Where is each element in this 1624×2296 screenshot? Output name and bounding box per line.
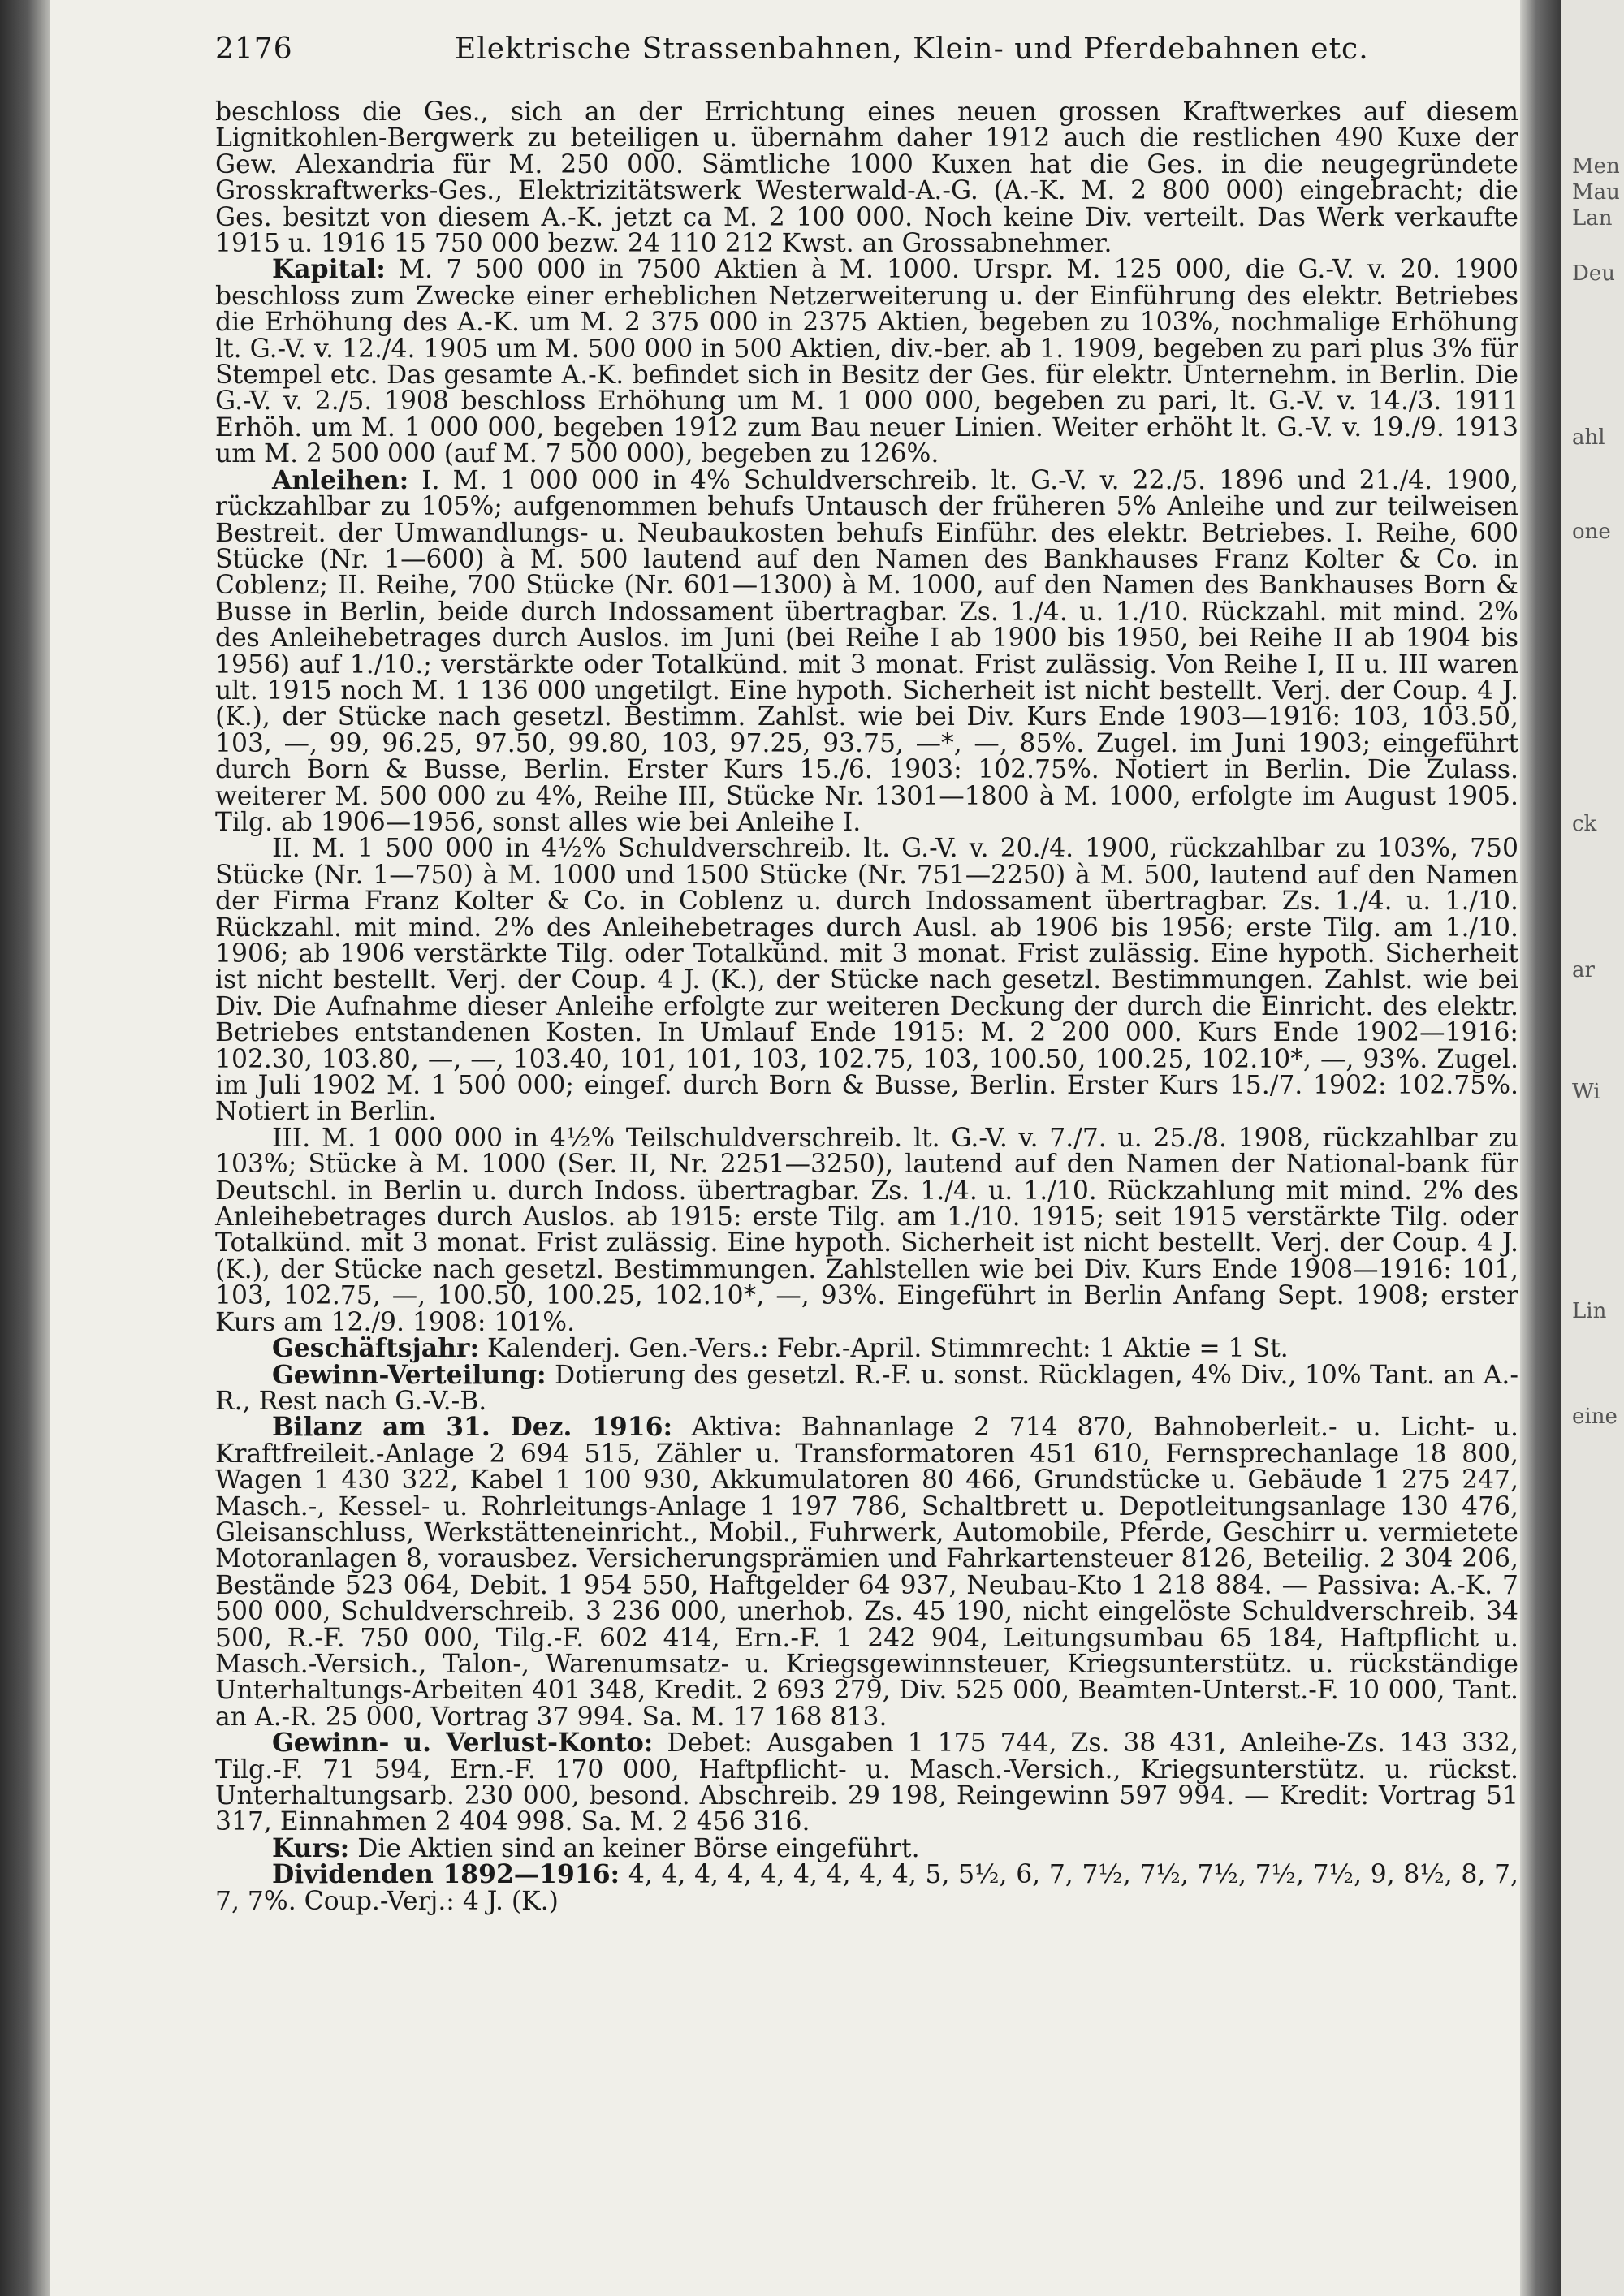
paragraph-gewinn-verteilung xyxy=(215,1362,1518,1415)
book-gutter-left xyxy=(0,0,50,2296)
paragraph-text: Die Aktien sind an keiner Börse eingeführt. xyxy=(357,1833,920,1863)
paragraph-text: M. 7 500 000 in 7500 Aktien à M. 1000. Urspr. M. 125 000, die G.-V. v. 20. 1900 beschloss zum Zwecke einer erheblichen Netzerweiterung u. der Einführung des elektr. Betriebes die Erhöhung des A.-K. um M. 2 375 000 in 2375 Aktien, begeben zu 103%, nochmalige Erhöhung lt. G.-V. v. 12./4. 1905 um M. 500 000 in 500 Aktien, div.-ber. ab 1. 1909, begeben zu pari plus 3% für Stempel etc. Das gesamte A.-K. befindet sich in Besitz der Ges. für elektr. Unternehm. in Berlin. Die G.-V. v. 2./5. 1908 beschloss Erhöhung um M. 1 000 000, begeben zu pari, lt. G.-V. v. 14./3. 1911 Erhöh. um M. 1 000 000, begeben 1912 zum Bau neuer Linien. Weiter erhöht lt. G.-V. v. 19./9. 1913 um M. 2 500 000 (auf M. 7 500 000), begeben zu 126%. xyxy=(215,255,1518,469)
section-heading: Bilanz am 31. Dez. 1916: xyxy=(272,1413,673,1443)
margin-fragment: Wi xyxy=(1572,1080,1600,1104)
paragraph-text: Dotierung des gesetzl. R.-F. u. sonst. Rücklagen, 4% Div., 10% Tant. an A.-R., Rest nach G.-V.-B. xyxy=(215,1360,1518,1416)
margin-fragment: ahl xyxy=(1572,425,1605,450)
paragraph-text: beschloss die Ges., sich an der Errichtung eines neuen grossen Kraftwerkes auf diesem Lignitkohlen-Bergwerk zu beteiligen u. übernahm daher 1912 auch die restlichen 490 Kuxe der Gew. Alexandria für M. 250 000. Sämtliche 1000 Kuxen hat die Ges. in die neugegründete Grosskraftwerks-Ges., Elektrizitätswerk Westerwald-A.-G. (A.-K. M. 2 800 000) eingebracht; die Ges. besitzt von diesem A.-K. jetzt ca M. 2 100 000. Noch keine Div. verteilt. Das Werk verkaufte 1915 u. 1916 15 750 000 bezw. 24 110 212 Kwst. an Grossabnehmer. xyxy=(215,97,1518,259)
paragraph-bilanz xyxy=(215,1414,1518,1730)
book-gutter-right xyxy=(1520,0,1561,2296)
paragraph-text: III. M. 1 000 000 in 4½% Teilschuldverschreib. lt. G.-V. v. 7./7. u. 25./8. 1908, rückzahlbar zu 103%; Stücke à M. 1000 (Ser. II, Nr. 2251—3250), lautend auf den Namen der National-bank für Deutschl. in Berlin u. durch Indoss. übertragbar. Zs. 1./4. u. 1./10. Rückzahlung mit mind. 2% des Anleihebetrages durch Auslos. ab 1915: erste Tilg. am 1./10. 1915; seit 1915 verstärkte Tilg. oder Totalkünd. mit 3 monat. Frist zulässig. Eine hypoth. Sicherheit ist nicht bestellt. Verj. der Coup. 4 J. (K.), der Stücke nach gesetzl. Bestimmungen. Zahlstellen wie bei Div. Kurs Ende 1908—1916: 101, 103, 102.75, —, 100.50, 100.25, 102.10*, —, 93%. Eingeführt in Berlin Anfang Sept. 1908; erster Kurs am 12./9. 1908: 101%. xyxy=(215,1123,1518,1337)
margin-fragment: Lan xyxy=(1572,206,1613,231)
paragraph-text: II. M. 1 500 000 in 4½% Schuldverschreib. lt. G.-V. v. 20./4. 1900, rückzahlbar zu 103%, 750 Stücke (Nr. 1—750) à M. 1000 und 1500 Stücke (Nr. 751—2250) à M. 500, lautend auf den Namen der Firma Franz Kolter & Co. in Coblenz u. durch Indossament übertragbar. Zs. 1./4. u. 1./10. Rückzahl. mit mind. 2% des Anleihebetrages durch Ausl. ab 1906 bis 1956; erste Tilg. am 1./10. 1906; ab 1906 verstärkte Tilg. oder Totalkünd. mit 3 monat. Frist zulässig. Eine hypoth. Sicherheit ist nicht bestellt. Verj. der Coup. 4 J. (K.), der Stücke nach gesetzl. Bestimmungen. Zahlst. wie bei Div. Die Aufnahme dieser Anleihe erfolgte zur weiteren Deckung der durch die Einricht. des elektr. Betriebes entstandenen Kosten. In Umlauf Ende 1915: M. 2 200 000. Kurs Ende 1902—1916: 102.30, 103.80, —, —, 103.40, 101, 101, 103, 102.75, 103, 100.50, 100.25, 102.10*, —, 93%. Zugel. im Juli 1902 M. 1 500 000; eingef. durch Born & Busse, Berlin. Erster Kurs 15./7. 1902: 102.75%. Notiert in Berlin. xyxy=(215,834,1518,1127)
running-title: Elektrische Strassenbahnen, Klein- und Pferdebahnen etc. xyxy=(455,32,1369,66)
section-heading: Anleihen: xyxy=(272,465,409,495)
paragraph-text: I. M. 1 000 000 in 4% Schuldverschreib. lt. G.-V. v. 22./5. 1896 und 21./4. 1900, rückzahlbar zu 105%; aufgenommen behufs Untausch der früheren 5% Anleihe und zur teilweisen Bestreit. der Umwandlungs- u. Neubaukosten behufs Einführ. des elektr. Betriebes. I. Reihe, 600 Stücke (Nr. 1—600) à M. 500 lautend auf den Namen des Bankhauses Franz Kolter & Co. in Coblenz; II. Reihe, 700 Stücke (Nr. 601—1300) à M. 1000, auf den Namen des Bankhauses Born & Busse in Berlin, beide durch Indossament übertragbar. Zs. 1./4. u. 1./10. Rückzahl. mit mind. 2% des Anleihebetrages durch Auslos. im Juni (bei Reihe I ab 1900 bis 1950, bei Reihe II ab 1904 bis 1956) auf 1./10.; verstärkte oder Totalkünd. mit 3 monat. Frist zulässig. Von Reihe I, II u. III waren ult. 1915 noch M. 1 136 000 ungetilgt. Eine hypoth. Sicherheit ist nicht bestellt. Verj. der Coup. 4 J. (K.), der Stücke nach gesetzl. Bestimm. Zahlst. wie bei Div. Kurs Ende 1903—1916: 103, 103.50, 103, —, 99, 96.25, 97.50, 99.80, 103, 97.25, 93.75, —*, —, 85%. Zugel. im Juni 1903; eingeführt durch Born & Busse, Berlin. Erster Kurs 15./6. 1903: 102.75%. Notiert in Berlin. Die Zulass. weiterer M. 500 000 zu 4%, Reihe III, Stücke Nr. 1301—1800 à M. 1000, erfolgte im August 1905. Tilg. ab 1906—1956, sonst alles wie bei Anleihe I. xyxy=(215,465,1518,837)
margin-fragment: eine xyxy=(1572,1405,1618,1429)
section-heading: Dividenden 1892—1916: xyxy=(272,1860,620,1890)
paragraph-gewinn-verlust xyxy=(215,1730,1518,1836)
paragraph-kurs xyxy=(215,1833,1518,1863)
paragraph-anleihen-iii xyxy=(215,1125,1518,1336)
book-page xyxy=(215,24,1518,2290)
paragraph-text: 4, 4, 4, 4, 4, 4, 4, 4, 4, 5, 5½, 6, 7, 7½, 7½, 7½, 7½, 7½, 9, 8½, 8, 7, 7, 7%. Coup.-Verj.: 4 J. (K.) xyxy=(215,1860,1518,1916)
paragraph-anleihen-ii xyxy=(215,834,1518,1127)
margin-fragment: Mau xyxy=(1572,180,1620,205)
paragraph-kapital xyxy=(215,257,1518,467)
paragraph-anleihen-i xyxy=(215,465,1518,837)
section-heading: Kapital: xyxy=(272,255,386,285)
page-number: 2176 xyxy=(215,32,293,66)
facing-page-edge xyxy=(1561,0,1624,2296)
margin-fragment: Deu xyxy=(1572,261,1615,286)
paragraph-dividenden xyxy=(215,1862,1518,1914)
paragraph-text: Debet: Ausgaben 1 175 744, Zs. 38 431, Anleihe-Zs. 143 332, Tilg.-F. 71 594, Ern.-F. 170 000, Haftpflicht- u. Masch.-Versich., Kriegsunterstütz. u. rückst. Unterhaltungsarb. 230 000, besond. Abschreib. 29 198, Reingewinn 597 994. — Kredit: Vortrag 51 317, Einnahmen 2 404 998. Sa. M. 2 456 316. xyxy=(215,1728,1518,1837)
margin-fragment: ar xyxy=(1572,958,1595,982)
page-body xyxy=(215,99,1518,1914)
section-heading: Kurs: xyxy=(272,1833,350,1863)
paragraph-text: Kalenderj. Gen.-Vers.: Febr.-April. Stimmrecht: 1 Aktie = 1 St. xyxy=(487,1334,1289,1364)
margin-fragment: one xyxy=(1572,520,1611,544)
section-heading: Gewinn- u. Verlust-Konto: xyxy=(272,1728,654,1759)
section-heading: Geschäftsjahr: xyxy=(272,1334,480,1364)
paragraph-intro xyxy=(215,99,1518,257)
paragraph-geschaeftsjahr xyxy=(215,1336,1518,1362)
margin-fragment: Lin xyxy=(1572,1299,1607,1323)
paragraph-text: Aktiva: Bahnanlage 2 714 870, Bahnoberleit.- u. Licht- u. Kraftfreileit.-Anlage 2 694 515, Zähler u. Transformatoren 451 610, Fernsprechanlage 18 800, Wagen 1 430 322, Kabel 1 100 930, Akkumulatoren 80 466, Grundstücke u. Gebäude 1 275 247, Masch.-, Kessel- u. Rohrleitungs-Anlage 1 197 786, Schaltbrett u. Depotleitungsanlage 130 476, Gleisanschluss, Werkstätteneinricht., Mobil., Fuhrwerk, Automobile, Pferde, Geschirr u. vermietete Motoranlagen 8, vorausbez. Versicherungsprämien und Fahrkartensteuer 8126, Beteilig. 2 304 206, Bestände 523 064, Debit. 1 954 550, Haftgelder 64 937, Neubau-Kto 1 218 884. — Passiva: A.-K. 7 500 000, Schuldverschreib. 3 236 000, unerhob. Zs. 45 190, nicht eingelöste Schuldverschreib. 34 500, R.-F. 750 000, Tilg.-F. 602 414, Ern.-F. 1 242 904, Leitungsumbau 65 184, Haftpflicht u. Masch.-Versich., Talon-, Warenumsatz- u. Kriegsgewinnsteuer, Kriegsunterstütz. u. rückständige Unterhaltungs-Arbeiten 401 348, Kredit. 2 693 279, Div. 525 000, Beamten-Unterst.-F. 10 000, Tant. an A.-R. 25 000, Vortrag 37 994. Sa. M. 17 168 813. xyxy=(215,1413,1518,1732)
margin-fragment: Men xyxy=(1572,154,1620,179)
margin-fragment: ck xyxy=(1572,812,1597,836)
page-header xyxy=(215,32,1518,81)
section-heading: Gewinn-Verteilung: xyxy=(272,1360,546,1390)
